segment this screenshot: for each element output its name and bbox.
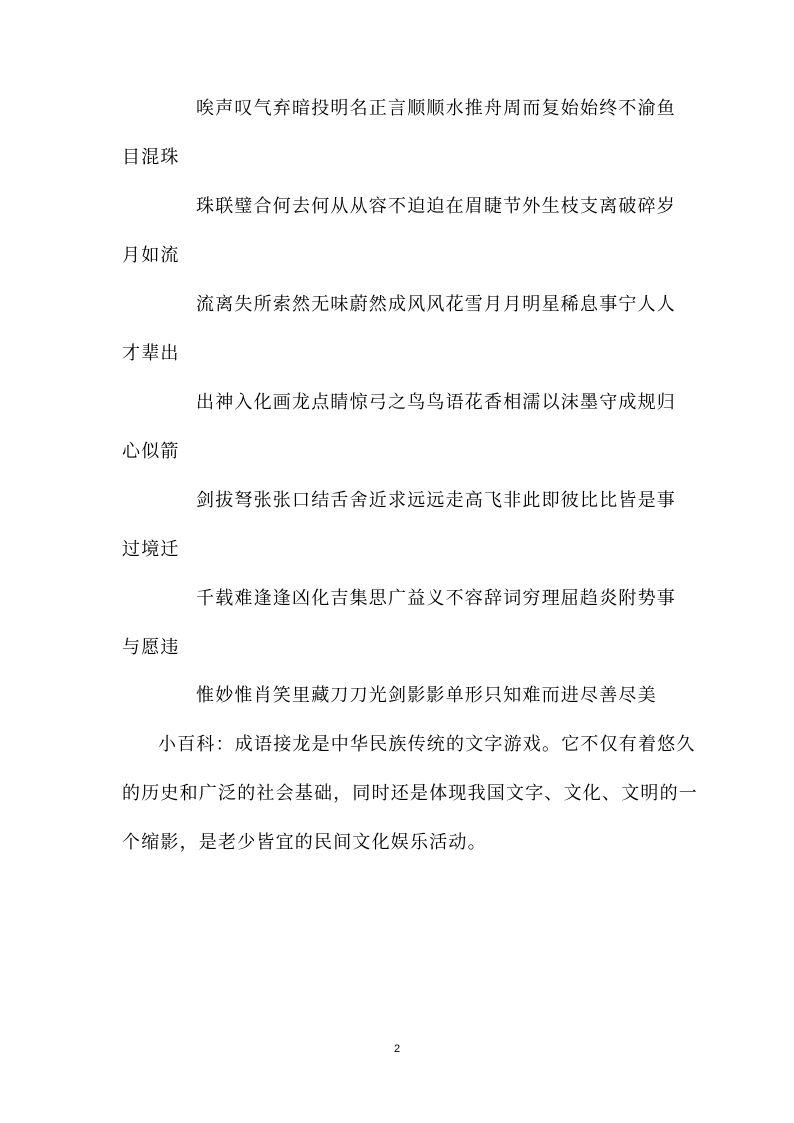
- idiom-chain-continuation: 才辈出: [122, 343, 180, 364]
- idiom-chain-line: 流离失所索然无味蔚然成风风花雪月月明星稀息事宁人人: [196, 294, 676, 315]
- idiom-chain-continuation: 过境迁: [122, 539, 180, 560]
- idiom-chain-line: 千载难逢逢凶化吉集思广益义不容辞词穷理屈趋炎附势事: [196, 588, 676, 609]
- idiom-chain-continuation: 与愿违: [122, 637, 180, 658]
- idiom-chain-continuation: 月如流: [122, 245, 180, 266]
- idiom-chain-line: 出神入化画龙点睛惊弓之鸟鸟语花香相濡以沫墨守成规归: [196, 392, 676, 413]
- encyclopedia-line: 的历史和广泛的社会基础，同时还是体现我国文字、文化、文明的一: [122, 783, 698, 804]
- idiom-chain-continuation: 心似箭: [122, 441, 180, 462]
- encyclopedia-line: 小百科：成语接龙是中华民族传统的文字游戏。它不仅有着悠久: [158, 734, 696, 755]
- idiom-chain-line: 剑拔弩张张口结舌舍近求远远走高飞非此即彼比比皆是事: [196, 490, 676, 511]
- idiom-chain-line: 唉声叹气弃暗投明名正言顺顺水推舟周而复始始终不渝鱼: [196, 98, 676, 119]
- encyclopedia-line: 个缩影，是老少皆宜的民间文化娱乐活动。: [122, 832, 487, 853]
- idiom-chain-line: 惟妙惟肖笑里藏刀刀光剑影影单形只知难而进尽善尽美: [196, 685, 657, 706]
- page-number: 2: [393, 1043, 401, 1055]
- idiom-chain-line: 珠联璧合何去何从从容不迫迫在眉睫节外生枝支离破碎岁: [196, 196, 676, 217]
- idiom-chain-continuation: 目混珠: [122, 147, 180, 168]
